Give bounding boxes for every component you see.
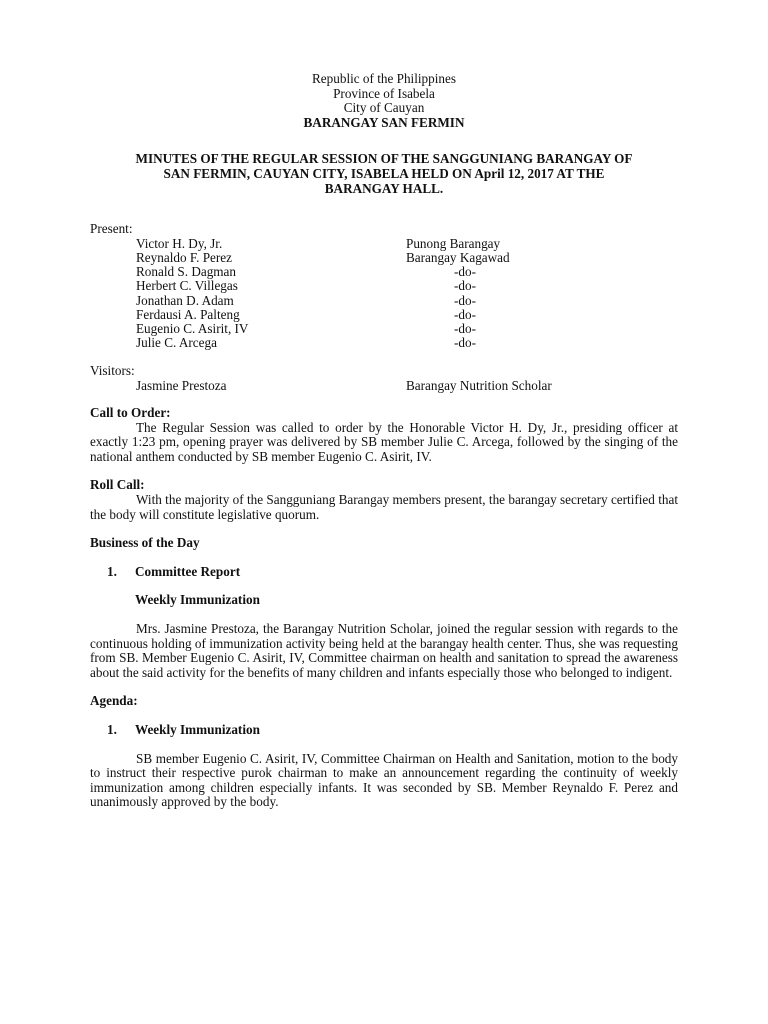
title-line-3: BARANGAY HALL.	[324, 180, 444, 196]
attendee-role: -do-	[454, 306, 476, 322]
attendee-name: Victor H. Dy, Jr.	[136, 235, 223, 251]
attendee-role: -do-	[454, 335, 476, 351]
business-item-title: Committee Report	[135, 563, 241, 579]
agenda-text: SB member Eugenio C. Asirit, IV, Committee Chairman on Health and Sanitation, motion to the body to instruct their respective purok chairman to make an announcement regarding the continuity of weekly immunization among children especially infants. It was seconded by SB. Member Reynaldo F. Perez and unanimously approved by the body.	[90, 750, 678, 810]
visitors-section	[90, 364, 678, 393]
attendee-name: Julie C. Arcega	[136, 335, 217, 351]
present-list	[90, 237, 678, 351]
agenda-item	[90, 723, 678, 738]
present-section	[90, 222, 678, 350]
attendee-role: -do-	[454, 264, 476, 280]
attendee-row	[136, 308, 678, 322]
visitor-row	[136, 379, 678, 393]
business-heading: Business of the Day	[90, 535, 200, 551]
business-item-number: 1.	[107, 563, 117, 579]
visitors-list	[90, 379, 678, 393]
roll-call-text: With the majority of the Sangguniang Barangay members present, the barangay secretary certified that the body will constitute legislative quorum.	[90, 492, 678, 522]
attendee-name: Ronald S. Dagman	[136, 264, 236, 280]
attendee-row	[136, 322, 678, 336]
agenda-item-number: 1.	[107, 721, 117, 737]
attendee-name: Herbert C. Villegas	[136, 278, 238, 294]
attendee-role: -do-	[454, 278, 476, 294]
attendee-row	[136, 336, 678, 350]
agenda-heading: Agenda:	[90, 693, 138, 709]
letterhead	[90, 72, 678, 130]
roll-call-section	[90, 478, 678, 522]
visitors-label: Visitors:	[90, 363, 135, 379]
attendee-row	[136, 237, 678, 251]
attendee-role: Barangay Kagawad	[406, 249, 510, 265]
business-text: Mrs. Jasmine Prestoza, the Barangay Nutrition Scholar, joined the regular session with regards to the continuous holding of immunization activity being held at the barangay health center. Thus, she was requesting from SB. Member Eugenio C. Asirit, IV, Committee chairman on health and sanitation to spread the awareness about the said activity for the benefits of many children and infants especially those who belonged to indigent.	[90, 620, 678, 680]
business-section	[90, 536, 678, 680]
attendee-row	[136, 294, 678, 308]
attendee-role: -do-	[454, 292, 476, 308]
title-line-1: MINUTES OF THE REGULAR SESSION OF THE SANGGUNIANG BARANGAY OF	[135, 151, 633, 167]
document-page	[90, 72, 678, 810]
attendee-role: Punong Barangay	[406, 235, 501, 251]
attendee-name: Ferdausi A. Palteng	[136, 306, 240, 322]
attendee-role: -do-	[454, 320, 476, 336]
title-line-2: SAN FERMIN, CAUYAN CITY, ISABELA HELD ON April 12, 2017 AT THE	[163, 165, 605, 181]
header-city: City of Cauyan	[343, 100, 425, 116]
attendee-name: Jonathan D. Adam	[136, 292, 234, 308]
attendee-row	[136, 265, 678, 279]
header-republic: Republic of the Philippines	[312, 71, 456, 86]
business-subtitle: Weekly Immunization	[135, 592, 260, 608]
header-barangay: BARANGAY SAN FERMIN	[303, 114, 465, 130]
call-to-order-section	[90, 406, 678, 464]
attendee-name: Reynaldo F. Perez	[136, 249, 232, 265]
business-item	[90, 565, 678, 580]
call-to-order-heading: Call to Order:	[90, 405, 171, 421]
attendee-row	[136, 279, 678, 293]
call-to-order-text: The Regular Session was called to order by the Honorable Victor H. Dy, Jr., presiding officer at exactly 1:23 pm, opening prayer was delivered by SB member Julie C. Arcega, followed by the singing of the national anthem conducted by SB member Eugenio C. Asirit, IV.	[90, 419, 678, 464]
visitor-name: Jasmine Prestoza	[136, 377, 227, 393]
present-label: Present:	[90, 221, 133, 237]
agenda-section	[90, 694, 678, 810]
roll-call-heading: Roll Call:	[90, 477, 145, 493]
agenda-item-title: Weekly Immunization	[135, 721, 260, 737]
document-title	[90, 152, 678, 196]
header-province: Province of Isabela	[333, 85, 435, 101]
visitor-role: Barangay Nutrition Scholar	[406, 377, 552, 393]
attendee-name: Eugenio C. Asirit, IV	[136, 320, 249, 336]
attendee-row	[136, 251, 678, 265]
